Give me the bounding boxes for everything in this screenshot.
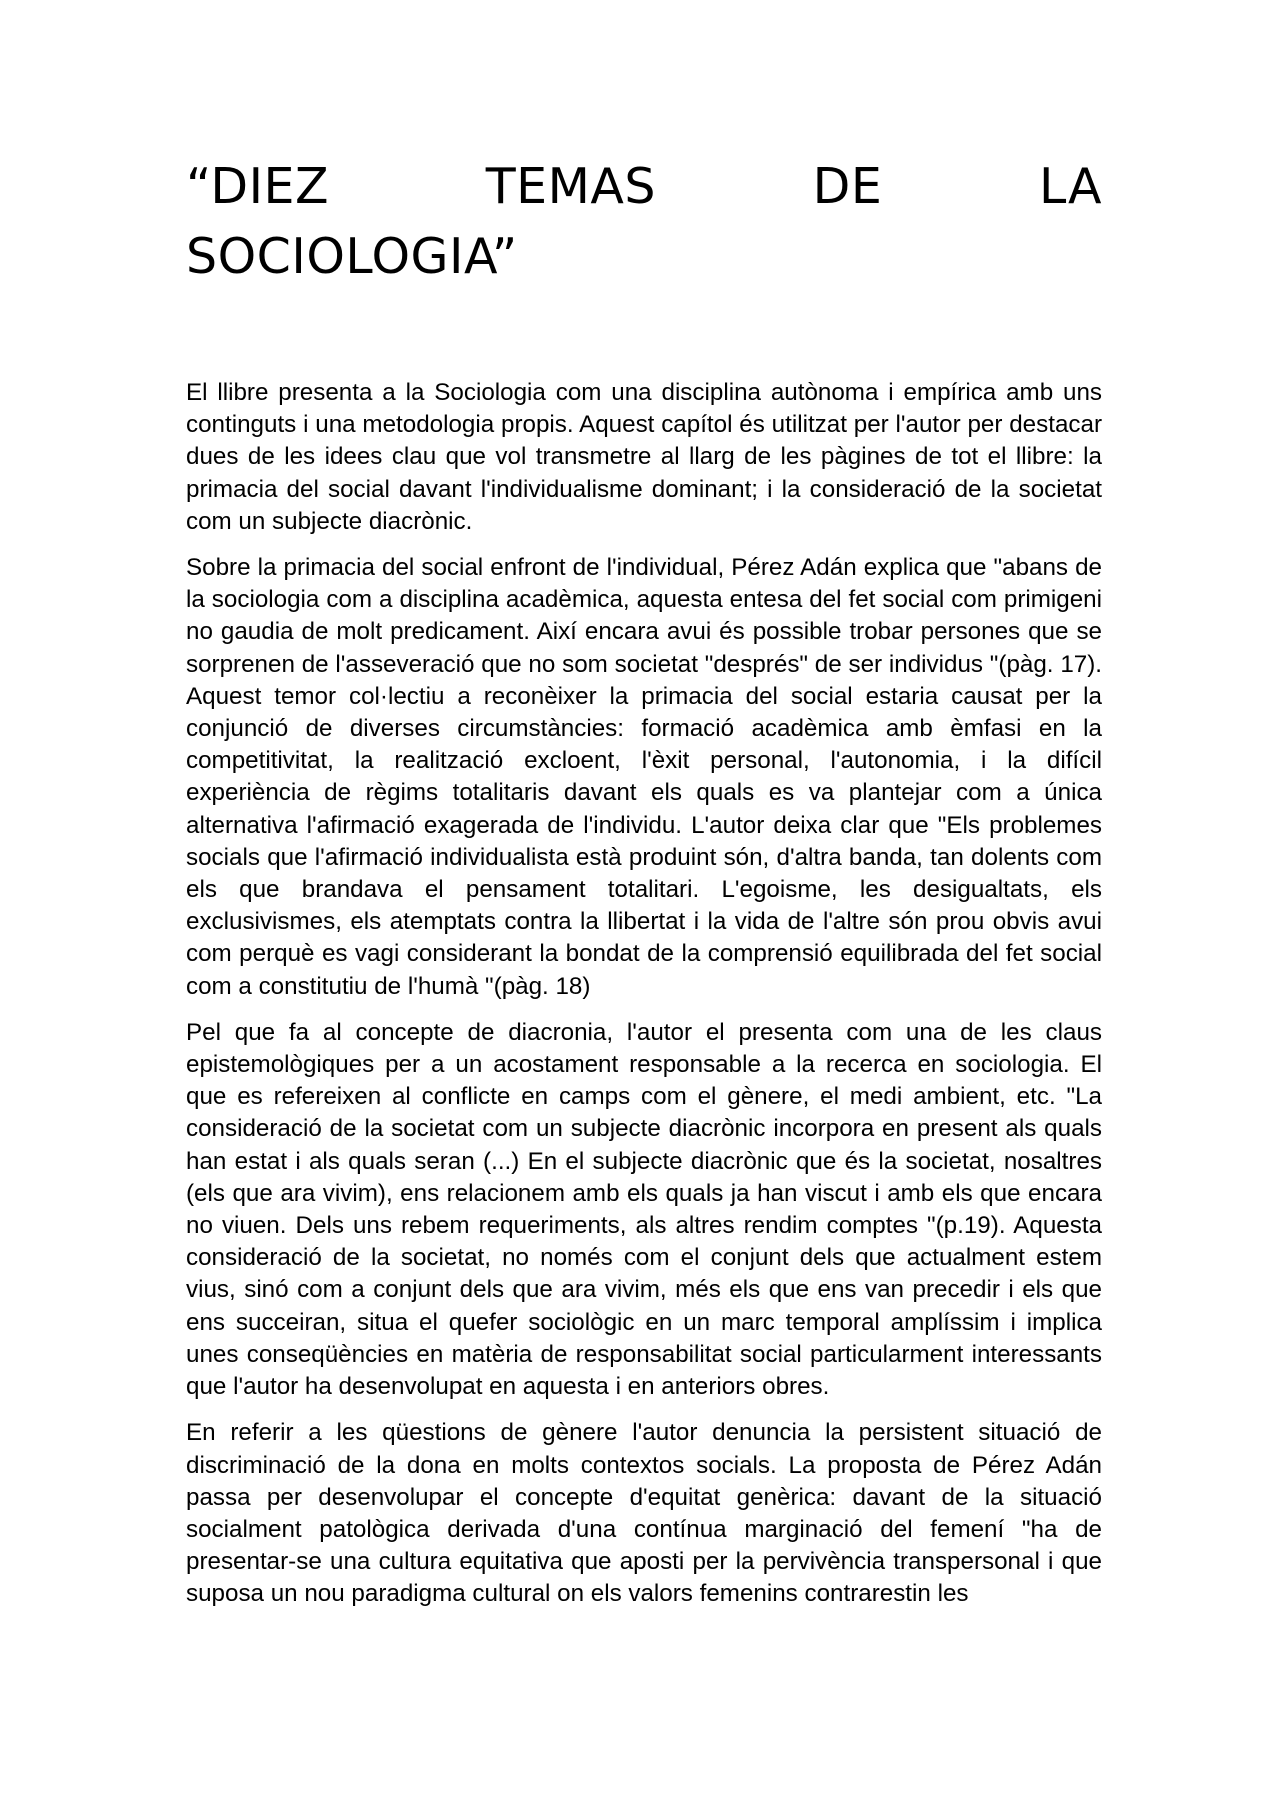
title-word: TEMAS [485, 158, 657, 215]
document-content [186, 152, 1102, 1625]
title-line-2: SOCIOLOGIA” [186, 228, 518, 285]
title-line-1 [186, 152, 1102, 222]
body-paragraph: Sobre la primacia del social enfront de l'individual, Pérez Adán explica que "abans de la sociologia com a disciplina acadèmica, aquesta entesa del fet social com primigeni no gaudia de molt predicament. Així encara avui és possible trobar persones que se sorprenen de l'asseveració que no som societat "després" de ser individus "(pàg. 17). Aquest temor col·lectiu a reconèixer la primacia del social estaria causat per la conjunció de diverses circumstàncies: formació acadèmica amb èmfasi en la competitivitat, la realització excloent, l'èxit personal, l'autonomia, i la difícil experiència de règims totalitaris davant els quals es va plantejar com a única alternativa l'afirmació exagerada de l'individu. L'autor deixa clar que "Els problemes socials que l'afirmació individualista està produint són, d'altra banda, tan dolents com els que brandava el pensament totalitari. L'egoisme, les desigualtats, els exclusivismes, els atemptats contra la llibertat i la vida de l'altre són prou obvis avui com perquè es vagi considerant la bondat de la comprensió equilibrada del fet social com a constitutiu de l'humà "(pàg. 18) [186, 554, 1102, 1000]
body-paragraph: Pel que fa al concepte de diacronia, l'autor el presenta com una de les claus epistemològiques per a un acostament responsable a la recerca en sociologia. El que es refereixen al conflicte en camps com el gènere, el medi ambient, etc. "La consideració de la societat com un subjecte diacrònic incorpora en present als quals han estat i als quals seran (...) En el subjecte diacrònic que és la societat, nosaltres (els que ara vivim), ens relacionem amb els quals ja han viscut i amb els que encara no viuen. Dels uns rebem requeriments, als altres rendim comptes "(p.19). Aquesta consideració de la societat, no només com el conjunt dels que actualment estem vius, sinó com a conjunt dels que ara vivim, més els que ens van precedir i els que ens succeiran, situa el quefer sociològic en un marc temporal amplíssim i implica unes conseqüències en matèria de responsabilitat social particularment interessants que l'autor ha desenvolupat en aquesta i en anteriors obres. [186, 1018, 1102, 1401]
document-title [186, 152, 1102, 292]
body-paragraph: En referir a les qüestions de gènere l'autor denuncia la persistent situació de discriminació de la dona en molts contextos socials. La proposta de Pérez Adán passa per desenvolupar el concepte d'equitat genèrica: davant de la situació socialment patològica derivada d'una contínua marginació del femení "ha de presentar-se una cultura equitativa que aposti per la pervivència transpersonal i que suposa un nou paradigma cultural on els valors femenins contrarestin les [186, 1419, 1102, 1608]
title-word: “DIEZ [186, 158, 330, 215]
title-word: LA [1039, 158, 1102, 215]
body-paragraph: El llibre presenta a la Sociologia com una disciplina autònoma i empírica amb uns continguts i una metodologia propis. Aquest capítol és utilitzat per l'autor per destacar dues de les idees clau que vol transmetre al llarg de les pàgines de tot el llibre: la primacia del social davant l'individualisme dominant; i la consideració de la societat com un subjecte diacrònic. [186, 379, 1102, 535]
title-word: DE [812, 158, 883, 215]
